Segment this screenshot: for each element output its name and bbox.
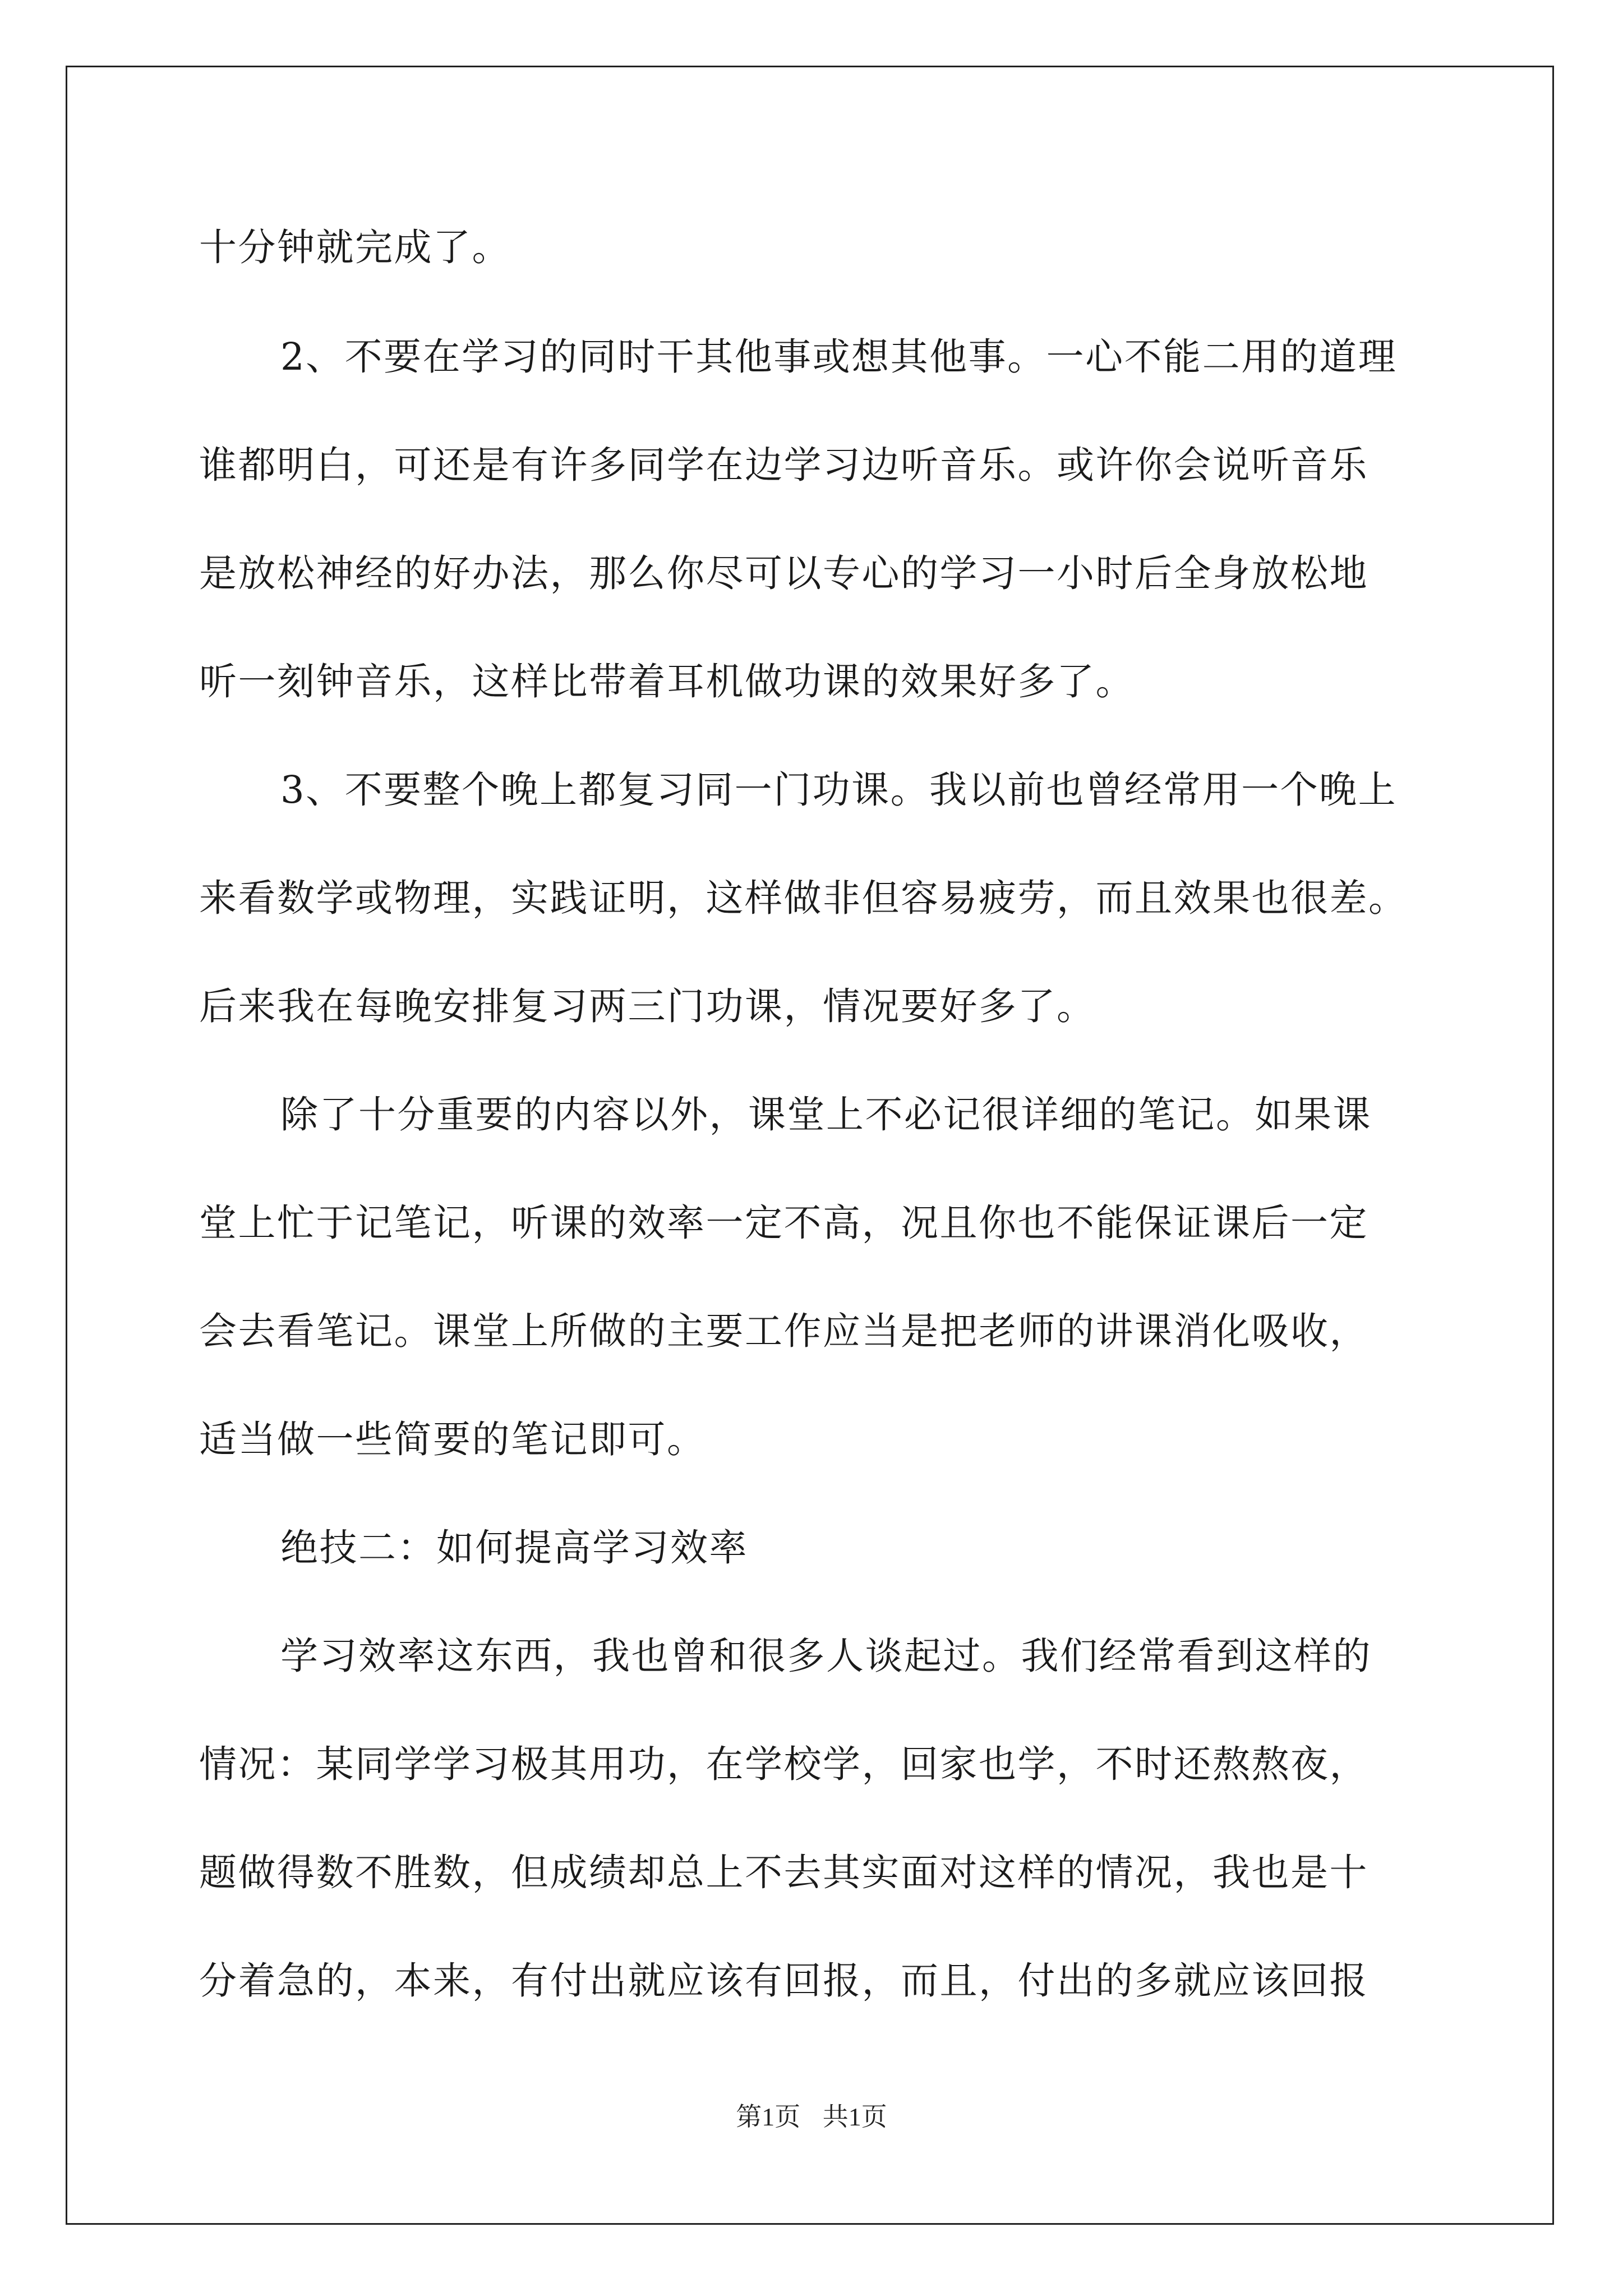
page-total: 共1页 <box>822 2102 887 2131</box>
text-line: 分着急的，本来，有付出就应该有回报，而且，付出的多就应该回报 <box>199 1959 1368 2003</box>
text-line: 题做得数不胜数，但成绩却总上不去其实面对这样的情况，我也是十 <box>199 1851 1368 1894</box>
page-border <box>66 66 1554 2225</box>
text-line: 情况：某同学学习极其用功，在学校学，回家也学，不时还熬熬夜， <box>199 1742 1368 1786</box>
text-line: 学习效率这东西，我也曾和很多人谈起过。我们经常看到这样的 <box>280 1634 1372 1678</box>
text-line: 堂上忙于记笔记，听课的效率一定不高，况且你也不能保证课后一定 <box>199 1201 1368 1245</box>
text-line: 会去看笔记。课堂上所做的主要工作应当是把老师的讲课消化吸收， <box>199 1309 1368 1353</box>
page-footer <box>0 2101 1623 2133</box>
text-line: 谁都明白，可还是有许多同学在边学习边听音乐。或许你会说听音乐 <box>199 443 1368 487</box>
text-line: 除了十分重要的内容以外，课堂上不必记很详细的笔记。如果课 <box>280 1093 1372 1137</box>
text-line: 后来我在每晚安排复习两三门功课，情况要好多了。 <box>199 984 1096 1028</box>
text-line: 适当做一些简要的笔记即可。 <box>199 1418 706 1461</box>
text-line: 听一刻钟音乐，这样比带着耳机做功课的效果好多了。 <box>199 660 1135 703</box>
section-heading: 绝技二：如何提高学习效率 <box>280 1526 748 1570</box>
text-line: 是放松神经的好办法，那么你尽可以专心的学习一小时后全身放松地 <box>199 551 1368 595</box>
text-line: 来看数学或物理，实践证明，这样做非但容易疲劳，而且效果也很差。 <box>199 876 1408 920</box>
page-number: 第1页 <box>736 2102 801 2131</box>
text-line: 十分钟就完成了。 <box>199 226 511 269</box>
text-line: 3、不要整个晚上都复习同一门功课。我以前也曾经常用一个晚上 <box>280 768 1398 812</box>
text-line: 2、不要在学习的同时干其他事或想其他事。一心不能二用的道理 <box>280 335 1398 379</box>
